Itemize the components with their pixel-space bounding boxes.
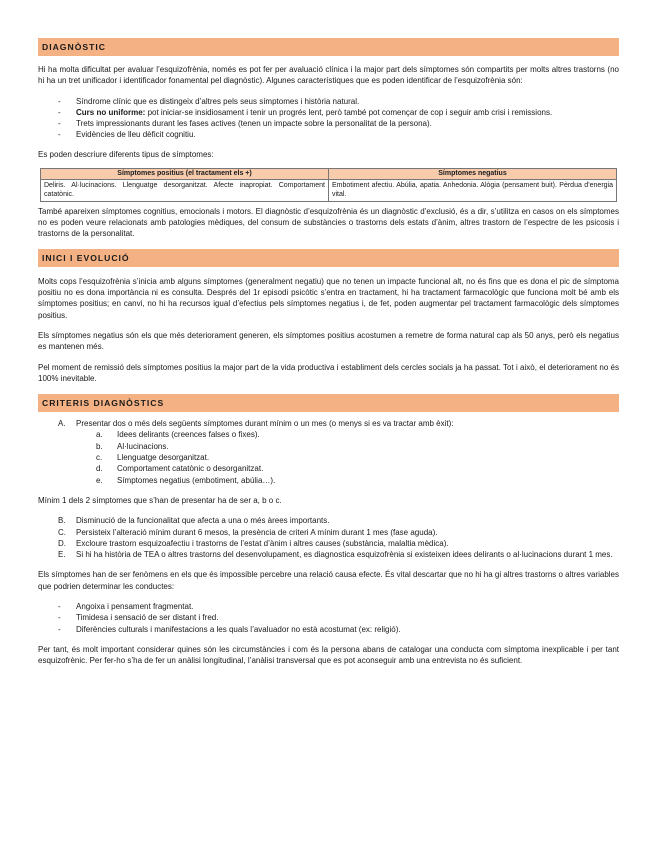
list-item: E. Si hi ha història de TEA o altres trastorns del desenvolupament, es diagnostica esquizofrènia si existeixen idees delirants o al·lucinacions durant 1 mes. [58, 550, 613, 560]
section-heading-criteris: CRITERIS DIAGNÒSTICS [38, 394, 619, 412]
list-item: - Timidesa i sensació de ser distant i fred. [38, 612, 619, 623]
section-heading-diagnostic: DIAGNÒSTIC [38, 38, 619, 56]
symptoms-table [40, 168, 617, 202]
list-item: e. Símptomes negatius (embotiment, abúlia…). [96, 475, 276, 485]
evolucio-paragraph-3: Pel moment de remissió dels símptomes positius la major part de la vida productiva i establiment dels cercles socials ja ha passat. Tot i això, el deteriorament no és 100% inevitable. [38, 362, 619, 383]
list-item: - Angoixa i pensament fragmentat. [38, 601, 619, 612]
list-item: D. Excloure trastorn esquizoafectiu i trastorns de l’estat d’ànim i altres causes (substància, malaltia mèdica). [58, 538, 449, 548]
list-item: c. Llenguatge desorganitzat. [96, 453, 210, 463]
fenomens-paragraph: Els símptomes han de ser fenòmens en els que és impossible percebre una relació causa efecte. És vital descartar que no hi ha gi altres trastorns o altres variables que podrien determinar les conductes: [38, 570, 619, 591]
symptom-types-intro: Es poden descriure diferents tipus de símptomes: [38, 149, 214, 159]
minim-note: Mínim 1 dels 2 símptomes que s’han de presentar ha de ser a, b o c. [38, 495, 282, 505]
list-item: - Trets impressionants durant les fases actives (tenen un impacte sobre la personalitat de la persona). [38, 118, 619, 129]
document-page [38, 38, 619, 667]
final-paragraph: Per tant, és molt important considerar quines són les circumstàncies i com és la persona abans de catalogar una conducta com símptoma inexplicable i per tant esquizofrènic. Per fer-ho s’ha de fer un anàlisi longitudinal, l’anàlisi transversal que es pot aconseguir amb una entrevista no és suficient. [38, 644, 619, 666]
criterion-a-list [38, 418, 619, 486]
evolucio-paragraph-2: Els símptomes negatius són els que més deteriorament generen, els símptomes positius acostumen a remetre de forma natural cap als 50 anys, però els negatius es mantenen més. [38, 330, 619, 352]
criterion-a-sublist [76, 429, 619, 485]
section-heading-evolucio: INICI I EVOLUCIÓ [38, 249, 619, 267]
list-item: b. Al·lucinacions. [96, 441, 169, 451]
diagnostic-exclusion-paragraph: També apareixen símptomes cognitius, emocionals i motors. El diagnòstic d’esquizofrènia és un diagnòstic d’exclusió, és a dir, s’utilitza en casos on els símptomes no es poden veure relacionats amb patologies mèdiques, del consum de substàncies o trastorns dels estats d’ànim, altres trastorn de l’espectre de les psicosis i trastorns de la personalitat. [38, 206, 619, 239]
variables-list [38, 601, 619, 635]
list-item: A. Presentar dos o més dels següents símptomes durant mínim o un mes (o menys si es va tractar amb èxit): a. Idees delirants (creences falses o fixes). b. Al·lucinacions. c. Llenguatge desorganitzat. d. Comportament catatònic o desorganitzat. e. Símptomes negatius (embotiment, abúlia…). [38, 418, 619, 486]
positive-symptoms-cell: Deliris. Al·lucinacions. Llenguatge desorganitzat. Afecte inapropiat. Comportament catatònic. [41, 180, 329, 202]
positive-symptoms-header: Símptomes positius (el tractament els +) [41, 169, 329, 180]
list-item: - Curs no uniforme: pot iniciar-se insidiosament i tenir un progrés lent, però també pot començar de cop i seguir amb crisi i remissions. [38, 107, 619, 118]
diagnostic-intro: Hi ha molta dificultat per avaluar l’esquizofrènia, només es pot fer per avaluació clínica i la major part dels símptomes són compartits per molts altres trastorns (no hi ha un tret unificador i identificador fonamental pel diagnòstic). Algunes característiques que es poden identificar de l’esquizofrènia són: [38, 65, 619, 86]
list-item: d. Comportament catatònic o desorganitzat. [96, 464, 264, 474]
negative-symptoms-header: Símptomes negatius [329, 169, 617, 180]
list-item: C. Persisteix l’alteració mínim durant 6 mesos, la presència de criteri A mínim durant 1 mes (fase aguda). [58, 527, 438, 537]
list-item: - Diferències culturals i manifestacions a les quals l’avaluador no està acostumat (ex: religió). [38, 624, 619, 635]
list-item: a. Idees delirants (creences falses o fixes). [96, 430, 260, 440]
list-item: - Evidències de lleu dèficit cognitiu. [38, 129, 619, 140]
list-item: B. Disminució de la funcionalitat que afecta a una o més àrees importants. [58, 516, 330, 526]
evolucio-paragraph-1: Molts cops l’esquizofrènia s’inicia amb alguns símptomes (generalment negatiu) que no tenen un impacte funcional alt, no és fins que es dona el pic de símptoma positiu no es dona importància ni es consulta. Després del 1r episodi psicòtic s’entra en tractament, hi ha tractament farmacològic que funciona molt bé amb els símptomes positius; en canvi, no hi ha recursos igual d’efectius pels símptomes negatius i, de fet, poden augmentar pel tractament farmacològic dels símptomes positius. [38, 276, 619, 320]
negative-symptoms-cell: Embotiment afectiu. Abúlia, apatia. Anhedonia. Alògia (pensament buit). Pèrdua d’energia vital. [329, 180, 617, 202]
list-item: - Síndrome clínic que es distingeix d’altres pels seus símptomes i història natural. [38, 96, 619, 107]
diagnostic-features-list [38, 96, 619, 141]
criteria-b-to-e-list [38, 515, 619, 560]
